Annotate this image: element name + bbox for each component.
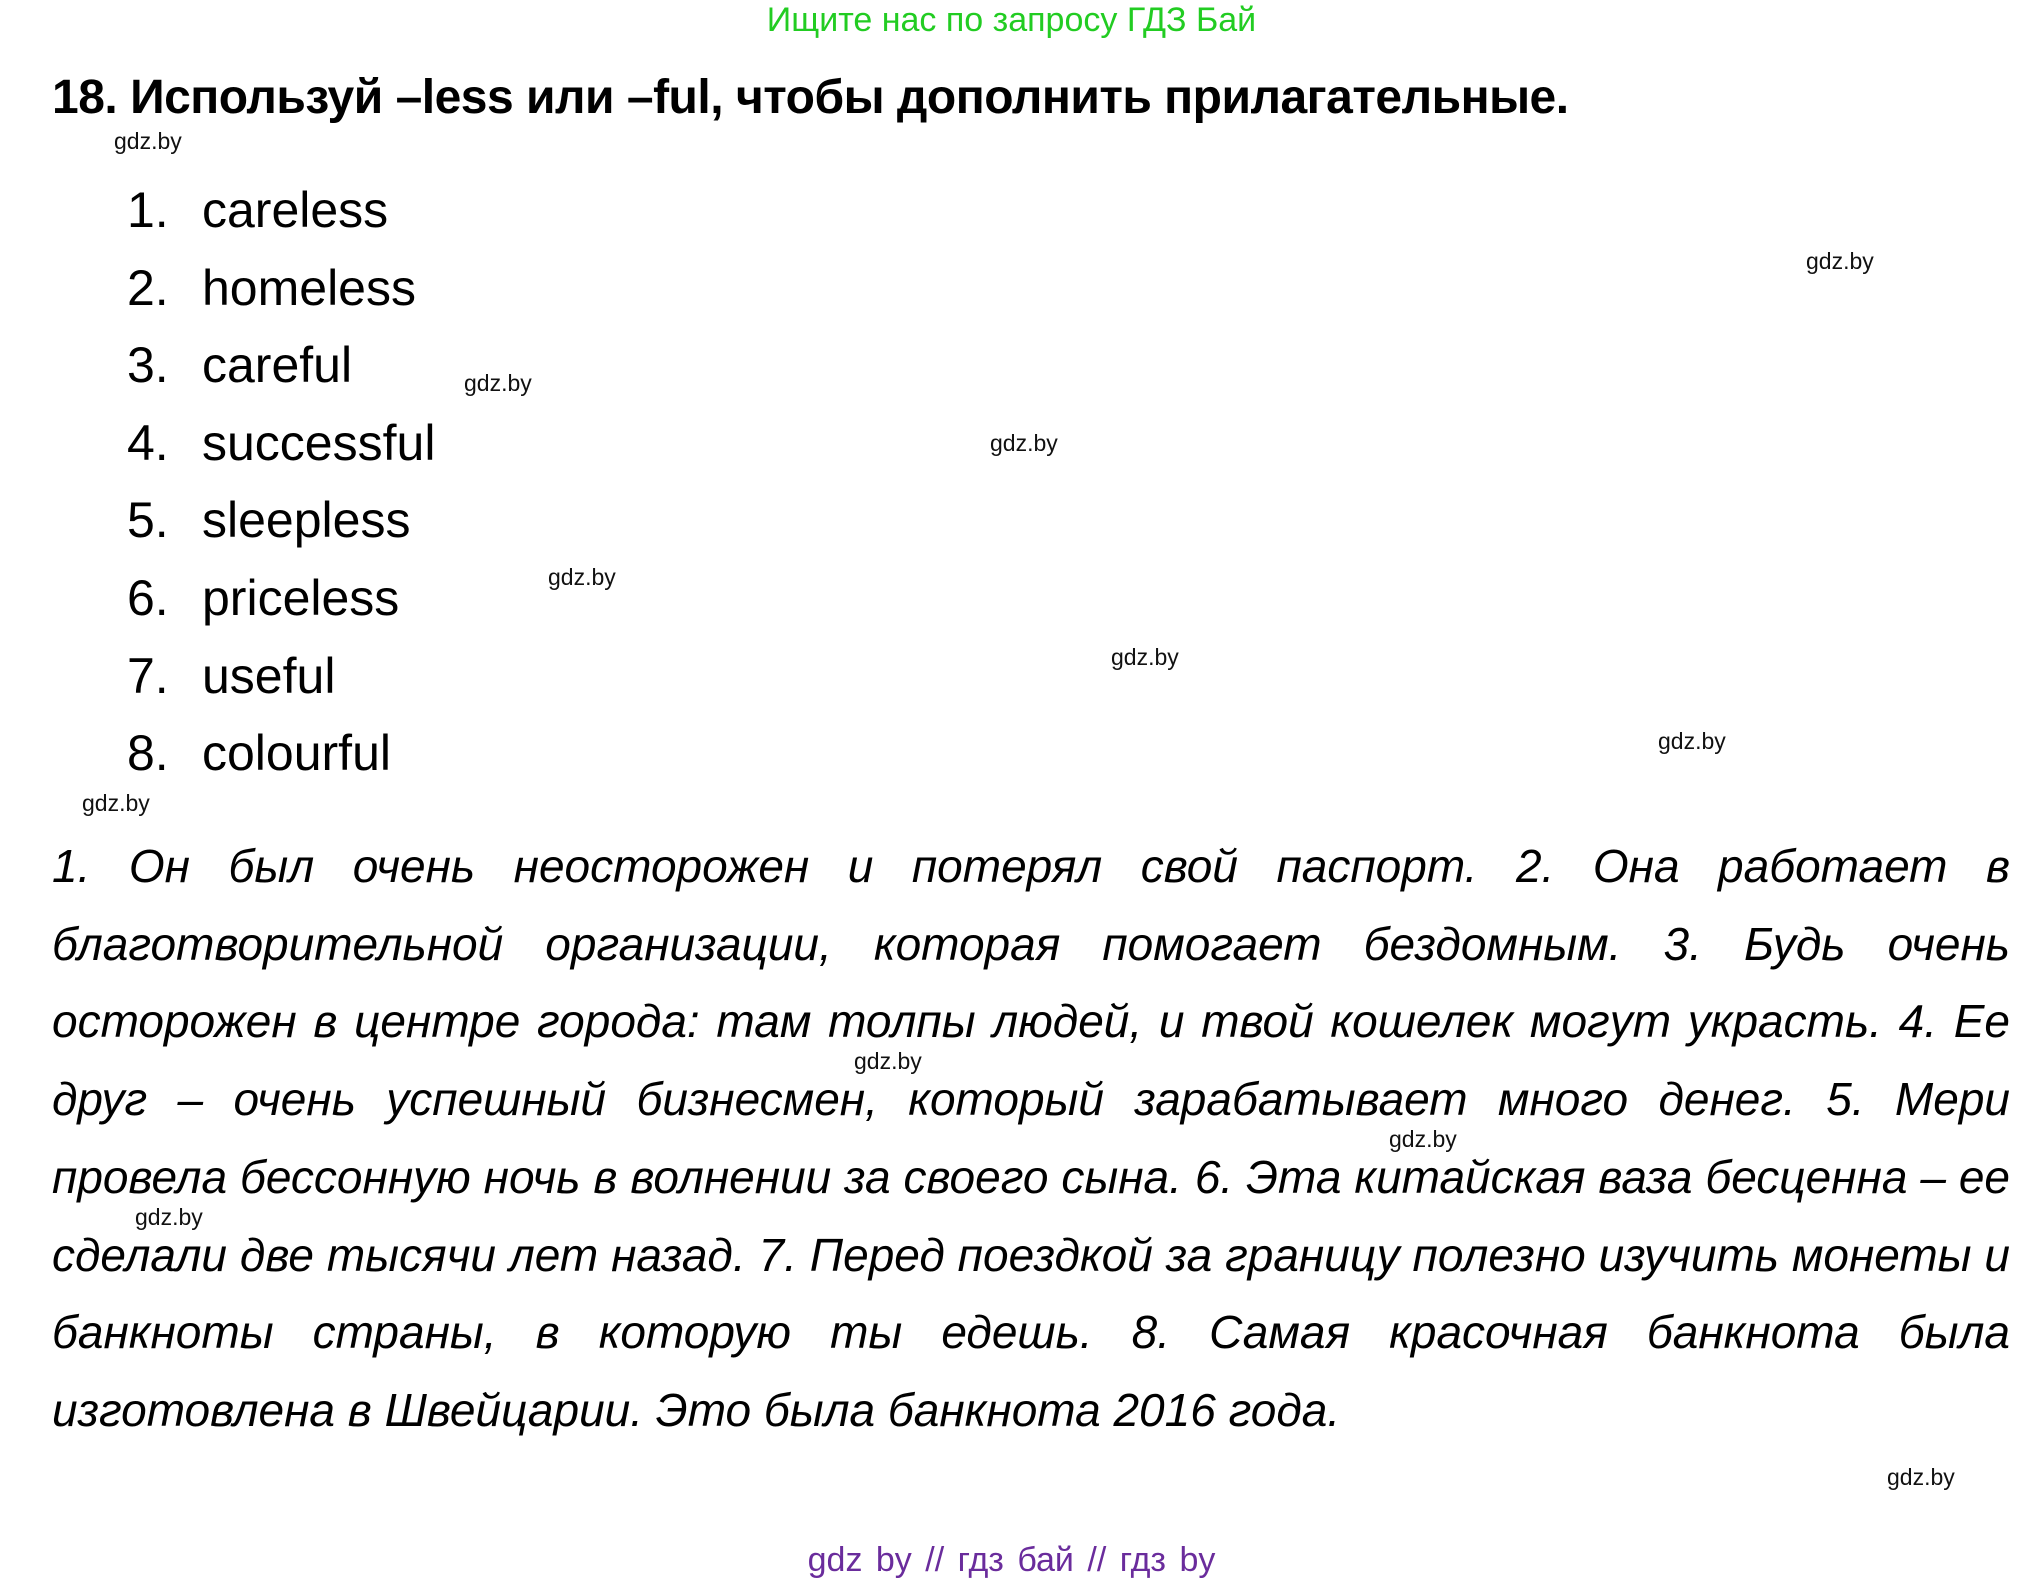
item-word: careless [202, 182, 389, 238]
watermark: gdz.by [1111, 644, 1179, 670]
item-word: useful [202, 647, 336, 704]
list-item [127, 180, 435, 258]
list-item [127, 723, 435, 801]
watermark: gdz.by [854, 1048, 922, 1074]
item-number: 2. [127, 259, 169, 316]
list-item [127, 335, 435, 413]
item-number: 3. [127, 337, 169, 394]
item-number: 5. [127, 492, 169, 549]
item-word: sleepless [202, 492, 411, 549]
list-item [127, 568, 435, 646]
watermark: gdz.by [1887, 1464, 1955, 1490]
watermark: gdz.by [1658, 728, 1726, 754]
list-item [127, 490, 435, 568]
list-item [127, 413, 435, 491]
exercise-title: 18. Используй –less или –ful, чтобы дополнить прилагательные. [52, 71, 1569, 124]
list-item [127, 258, 435, 336]
watermark: gdz.by [990, 430, 1058, 456]
item-number: 4. [127, 414, 169, 471]
top-banner: Ищите нас по запросу ГДЗ Бай [766, 1, 1257, 39]
item-number: 7. [127, 647, 169, 704]
watermark: gdz.by [1389, 1126, 1457, 1152]
watermark: gdz.by [464, 370, 532, 396]
item-word: colourful [202, 725, 391, 782]
item-word: priceless [202, 569, 400, 626]
item-word: careful [202, 337, 353, 394]
translation-paragraph: 1. Он был очень неосторожен и потерял свой паспорт. 2. Она работает в благотворительной организации, которая помогает бездомным. 3. Будь очень осторожен в центре города: там толпы людей, и твой кошелек могут украсть. 4. Ее друг – очень успешный бизнесмен, который зарабатывает много денег. 5. Мери провела бессонную ночь в волнении за своего сына. 6. Эта китайская ваза бесценна – ее сделали две тысячи лет назад. 7. Перед поездкой за границу полезно изучить монеты и банкноты страны, в которую ты едешь. 8. Самая красочная банкнота была изготовлена в Швейцарии. Это была банкнота 2016 года. [52, 840, 2010, 1436]
watermark: gdz.by [548, 564, 616, 590]
item-word: successful [202, 414, 436, 471]
item-number: 1. [127, 182, 169, 238]
item-word: homeless [202, 259, 416, 316]
answer-list [127, 180, 435, 801]
watermark: gdz.by [82, 790, 150, 816]
watermark: gdz.by [114, 128, 182, 154]
list-item [127, 646, 435, 724]
watermark: gdz.by [1806, 248, 1874, 274]
footer-watermark: gdz by // гдз бай // гдз by [807, 1541, 1216, 1579]
watermark: gdz.by [135, 1204, 203, 1230]
item-number: 6. [127, 569, 169, 626]
item-number: 8. [127, 725, 169, 782]
